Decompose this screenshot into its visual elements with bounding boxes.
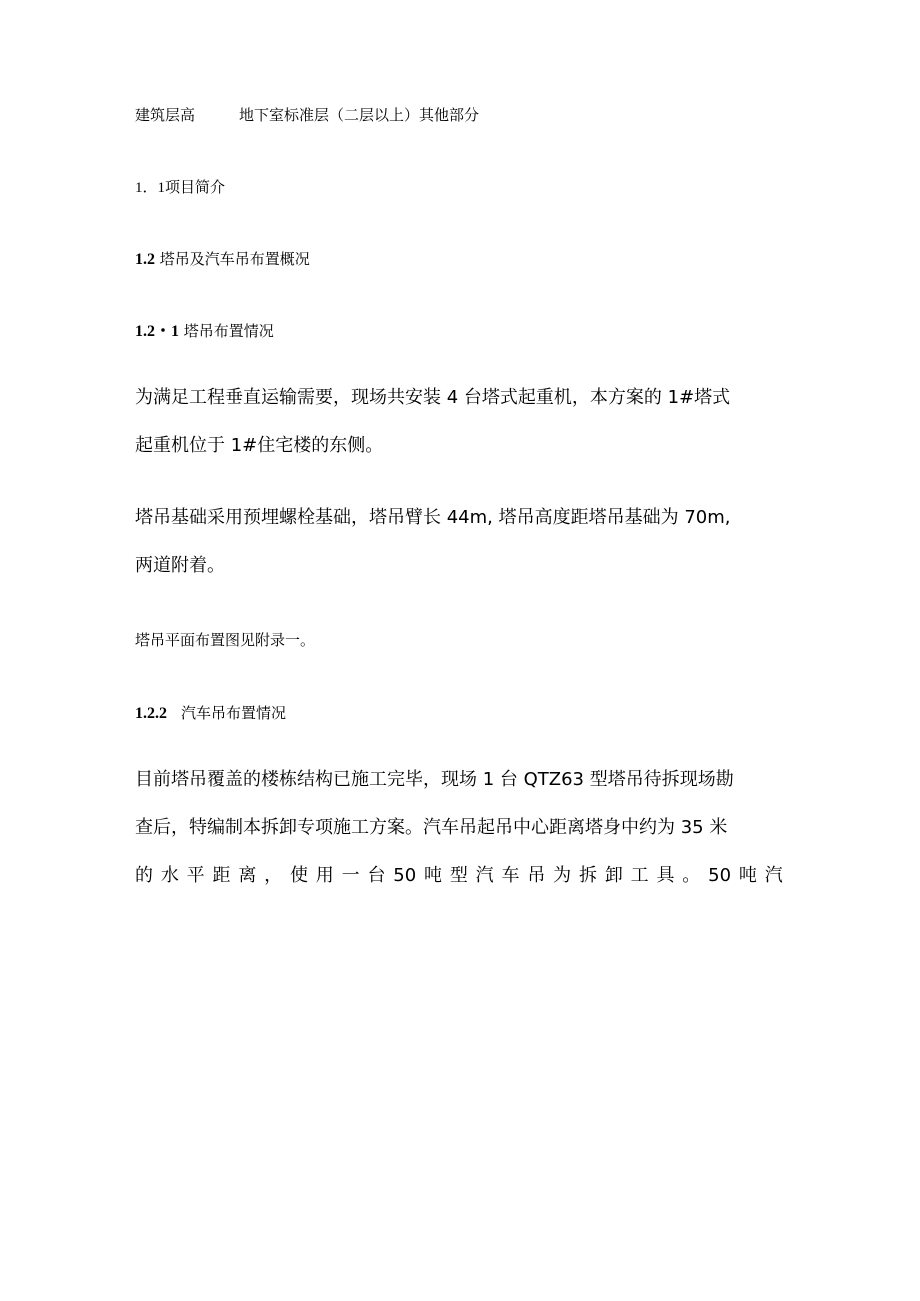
section-title: 项目简介 — [165, 178, 226, 196]
header-row — [135, 105, 479, 125]
section-title: 塔吊布置情况 — [183, 322, 274, 340]
justified-glyph: 汽 — [475, 865, 494, 886]
paragraph-line: 起重机位于 1#住宅楼的东侧。 — [135, 435, 384, 456]
justified-glyph: 50 — [393, 865, 417, 886]
paragraph-line-justified — [135, 864, 783, 888]
section-title: 汽车吊布置情况 — [181, 704, 287, 722]
justified-glyph: 为 — [553, 865, 572, 886]
paragraph-line: 查后，特编制本拆卸专项施工方案。汽车吊起吊中心距离塔身中约为 35 米 — [135, 817, 728, 838]
section-number: 1.2 — [135, 251, 155, 268]
justified-glyph: 50 — [708, 865, 732, 886]
justified-glyph: 汽 — [764, 865, 783, 886]
justified-glyph: 拆 — [578, 865, 597, 886]
header-left-text: 建筑层高 — [135, 106, 196, 124]
justified-glyph: ， — [264, 865, 283, 886]
section-number: 1.2・1 — [135, 323, 180, 340]
section-heading-1-1 — [135, 177, 225, 198]
justified-glyph: 吊 — [527, 865, 546, 886]
section-heading-1-2-2 — [135, 703, 286, 724]
justified-glyph: 工 — [630, 865, 649, 886]
header-right-text: 地下室标准层（二层以上）其他部分 — [239, 106, 480, 124]
paragraph-line: 为满足工程垂直运输需要，现场共安装 4 台塔式起重机，本方案的 1#塔式 — [135, 387, 731, 408]
justified-glyph: 使 — [289, 865, 308, 886]
justified-glyph: 用 — [315, 865, 334, 886]
justified-glyph: 水 — [160, 865, 179, 886]
paragraph-line: 塔吊基础采用预埋螺栓基础，塔吊臂长 44m, 塔吊高度距塔吊基础为 70m, — [135, 507, 731, 528]
section-heading-1-2 — [135, 249, 310, 270]
paragraph-line: 目前塔吊覆盖的楼栋结构已施工完毕，现场 1 台 QTZ63 型塔吊待拆现场勘 — [135, 769, 734, 790]
justified-glyph: 车 — [501, 865, 520, 886]
justified-glyph: 离 — [238, 865, 257, 886]
justified-glyph: 。 — [682, 865, 701, 886]
justified-glyph: 吨 — [424, 865, 443, 886]
justified-glyph: 的 — [135, 865, 153, 886]
justified-glyph: 型 — [449, 865, 468, 886]
justified-glyph: 距 — [212, 865, 231, 886]
section-number: 1.2.2 — [135, 705, 167, 722]
justified-glyph: 吨 — [738, 865, 757, 886]
justified-glyph: 一 — [341, 865, 360, 886]
justified-glyph: 平 — [186, 865, 205, 886]
justified-glyph: 卸 — [604, 865, 623, 886]
section-number: 1．1 — [135, 180, 166, 196]
paragraph-line: 塔吊平面布置图见附录一。 — [135, 631, 316, 649]
justified-glyph: 台 — [367, 865, 386, 886]
section-heading-1-2-1 — [135, 321, 274, 342]
section-title: 塔吊及汽车吊布置概况 — [159, 250, 310, 268]
paragraph-line: 两道附着。 — [135, 555, 225, 576]
justified-glyph: 具 — [656, 865, 675, 886]
